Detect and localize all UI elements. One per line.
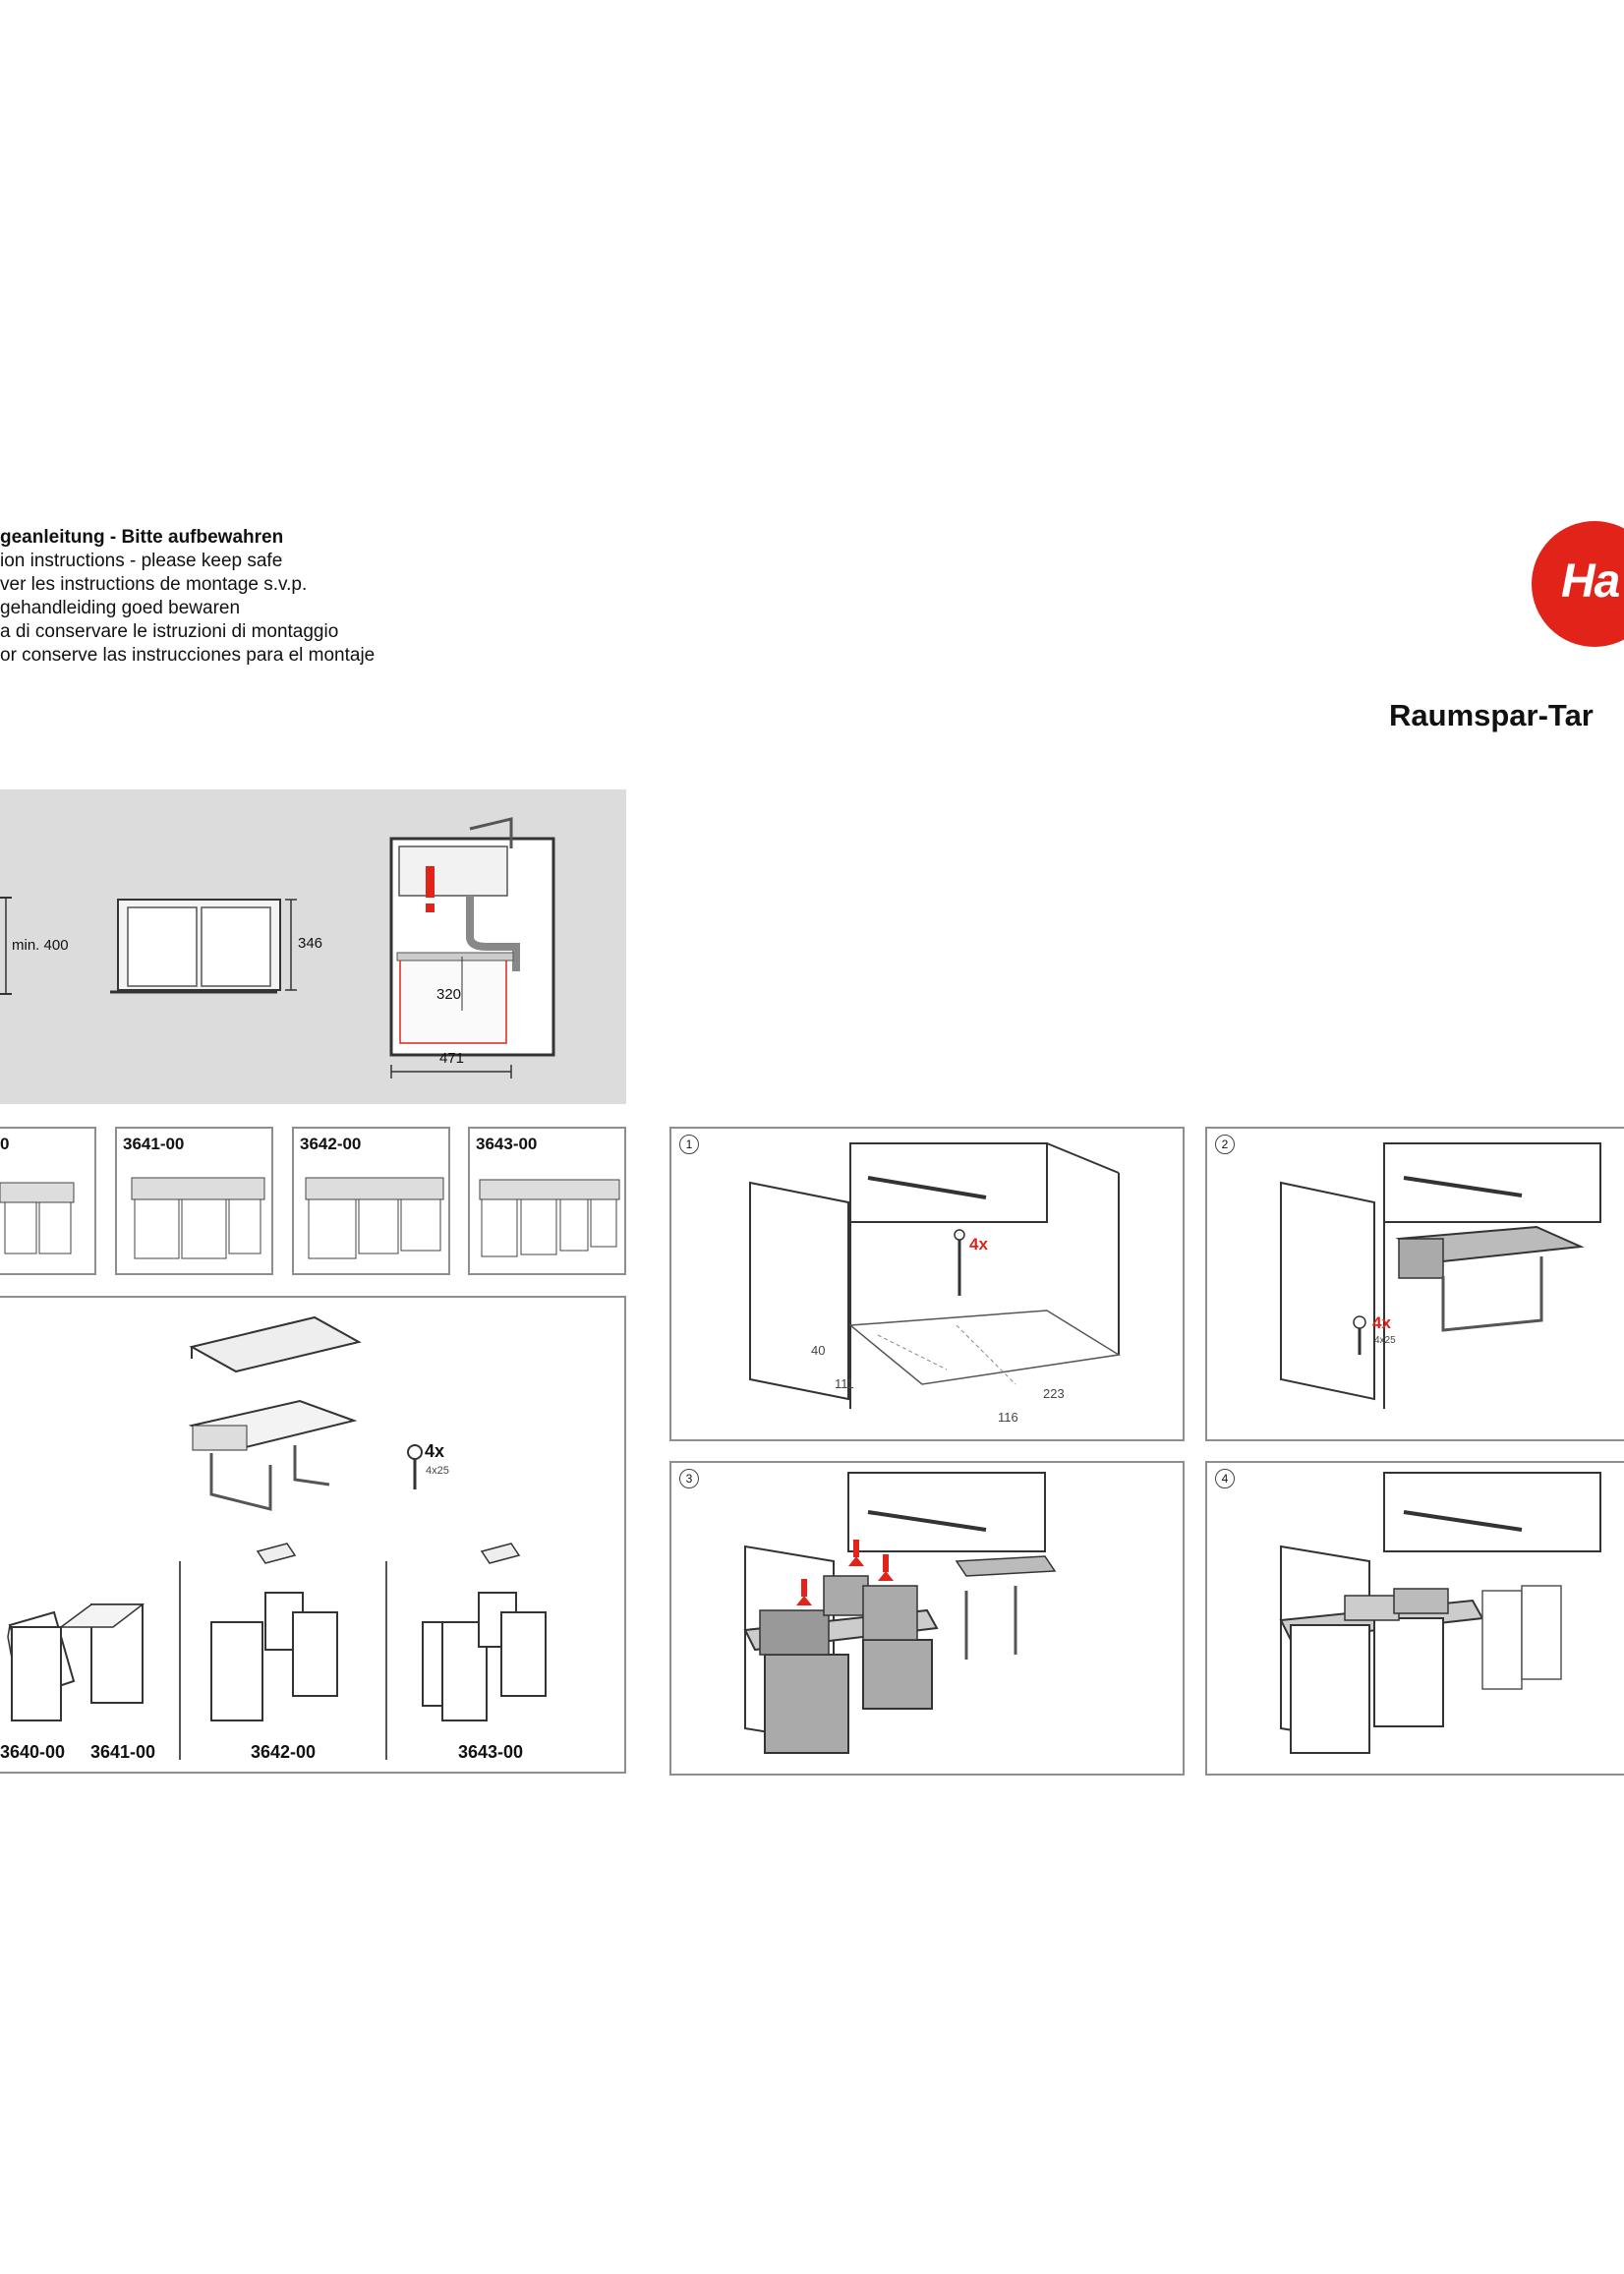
step-2-screw-size: 4x25 — [1374, 1335, 1396, 1346]
screw-count: 4x — [425, 1441, 445, 1461]
variant-card-3642 — [292, 1127, 450, 1275]
measure-40: 40 — [811, 1343, 826, 1358]
frame-height-label: 346 — [298, 935, 323, 952]
step-1-drawing — [671, 1129, 1187, 1443]
step-3-panel — [669, 1461, 1185, 1776]
step-2-drawing — [1207, 1129, 1624, 1443]
bin-code-3640: 3640-00 — [0, 1742, 66, 1762]
bin-code-3642: 3642-00 — [251, 1742, 317, 1762]
variant-drawing — [294, 1129, 452, 1277]
measure-223: 223 — [1043, 1386, 1065, 1401]
dimension-panel — [0, 789, 626, 1104]
variant-card-3641 — [115, 1127, 273, 1275]
header-line-nl: gehandleiding goed bewaren — [0, 598, 241, 618]
bin-code-3643: 3643-00 — [458, 1742, 524, 1762]
step-1-screw-count: 4x — [969, 1235, 988, 1254]
width-label: 471 — [439, 1050, 465, 1067]
bin-code-3641: 3641-00 — [90, 1742, 156, 1762]
step-number: 4 — [1215, 1469, 1235, 1488]
header-line-de: geanleitung - Bitte aufbewahren — [0, 527, 284, 548]
step-3-drawing — [671, 1463, 1187, 1778]
step-number: 1 — [679, 1135, 699, 1154]
step-2-panel — [1205, 1127, 1624, 1441]
header-line-fr: ver les instructions de montage s.v.p. — [0, 574, 308, 595]
min-height-label: min. 400 — [12, 937, 69, 954]
product-title: Raumspar-Tar — [1389, 698, 1594, 732]
step-number: 2 — [1215, 1135, 1235, 1154]
variant-drawing — [0, 1129, 96, 1277]
step-4-panel — [1205, 1461, 1624, 1776]
instruction-header — [0, 526, 413, 668]
variant-code: 3643-00 — [476, 1135, 538, 1153]
variant-card-3643 — [468, 1127, 626, 1275]
header-line-es: or conserve las instrucciones para el montaje — [0, 645, 376, 666]
variant-code: 3642-00 — [300, 1135, 362, 1153]
variant-drawing — [117, 1129, 275, 1277]
screw-size: 4x25 — [426, 1465, 449, 1477]
step-1-panel — [669, 1127, 1185, 1441]
measure-111: 111 — [835, 1376, 854, 1391]
header-line-it: a di conservare le istruzioni di montaggio — [0, 621, 339, 642]
depth-label: 320 — [436, 986, 462, 1003]
variant-drawing — [470, 1129, 628, 1277]
step-4-drawing — [1207, 1463, 1624, 1778]
variant-code: 3641-00 — [123, 1135, 185, 1153]
step-number: 3 — [679, 1469, 699, 1488]
components-drawing — [0, 1298, 626, 1776]
measure-116: 116 — [998, 1410, 1018, 1425]
logo-text: Ha — [1561, 555, 1620, 608]
variant-card-3640 — [0, 1127, 96, 1275]
variant-code: 0 — [0, 1135, 10, 1153]
step-2-screw-count: 4x — [1372, 1313, 1391, 1332]
header-line-en: ion instructions - please keep safe — [0, 551, 283, 571]
components-box — [0, 1296, 626, 1774]
hafele-logo — [1532, 521, 1624, 647]
